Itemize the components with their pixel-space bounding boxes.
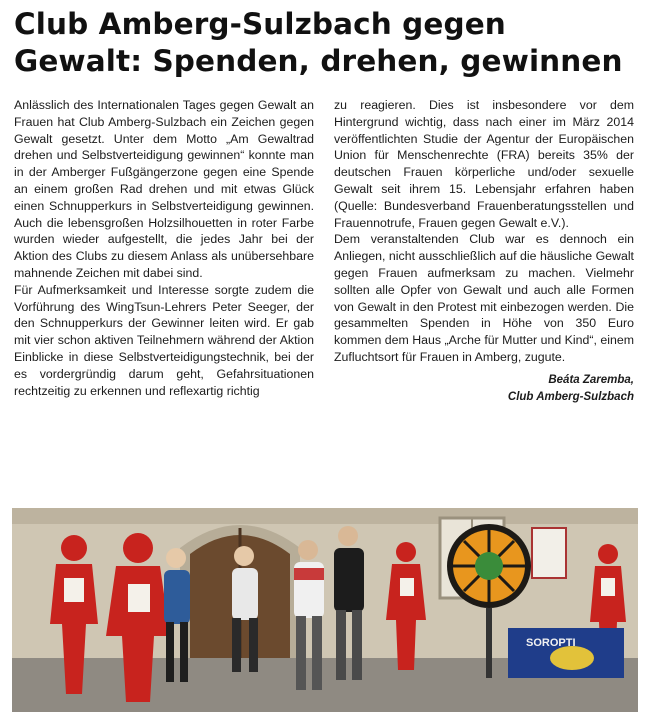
sign bbox=[400, 578, 414, 596]
poster bbox=[532, 528, 566, 578]
sign bbox=[128, 584, 150, 612]
article-paragraph: Anlässlich des Internationalen Tages gegen Gewalt an Frauen hat Club Amberg-Sulzbach ein Zeichen gegen Gewalt gesetzt. Unter dem Motto „Am Gewaltrad drehen und Selbstverteidigung gewinnen“ konnte man in der Amberger Fußgängerzone gegen eine Spende an einem großen Rad drehen und mit etwas Glück einen Schnupperkurs in Selbstverteidigung gewinnen. Auch die lebensgroßen Holzsilhouetten in roter Farbe wurden wieder aufgestellt, die jedes Jahr bei der Aktion des Clubs zu diesem Anlass als unübersehbare mahnende Zeichen mit dabei sind. bbox=[14, 98, 314, 280]
article-column-left bbox=[14, 97, 314, 399]
article-column-right bbox=[334, 97, 634, 406]
byline bbox=[334, 372, 634, 406]
byline-author: Beáta Zaremba, bbox=[548, 373, 634, 386]
sign bbox=[601, 578, 615, 596]
article-paragraph: Für Aufmerksamkeit und Interesse sorgte zudem die Vorführung des WingTsun-Lehrers Peter Seeger, der den Schnupperkurs der Gewinner leiten wird. Er gab mit vier schon aktiven Teilnehmern während der Aktion Einblicke in diese Selbstverteidigungstechnik, bei der es vordergründig darum geht, Gefahrsituationen rechtzeitig zu erkennen und reflexartig richtig bbox=[14, 282, 314, 398]
byline-organization: Club Amberg-Sulzbach bbox=[507, 390, 634, 403]
banner-text: SOROPTI bbox=[526, 637, 576, 649]
wheel-hub bbox=[475, 552, 503, 580]
photo-scene bbox=[12, 508, 638, 712]
article-paragraph: zu reagieren. Dies ist insbesondere vor dem Hintergrund wichtig, dass nach einer im März 2014 veröffentlichten Studie der Agentur der Europäischen Union für Menschenrechte (FRA) bereits 35% der deutschen Frauen körperliche und/oder sexuelle Gewalt seit ihrem 15. Lebensjahr erfahren haben (Quelle: Bundesverband Frauenberatungsstellen und Frauennotrufe, Frauen gegen Gewalt e.V.). bbox=[334, 98, 634, 230]
article-paragraph: Dem veranstaltenden Club war es dennoch ein Anliegen, nicht ausschließlich auf die häusliche Gewalt gegen Frauen aufmerksam zu machen. Vielmehr sollten alle Opfer von Gewalt und auch alle Formen von Gewalt in den Protest mit einbezogen werden. Die gesammelten Spenden in Höhe von 350 Euro kommen dem Haus „Arche für Mutter und Kind“, einem Zufluchtsort für Frauen in Amberg, zugute. bbox=[334, 232, 634, 364]
banner-emblem bbox=[550, 646, 594, 670]
sign bbox=[64, 578, 84, 602]
wheel-stand bbox=[486, 608, 492, 678]
wall-cornice bbox=[12, 508, 638, 524]
article-headline: Club Amberg-Sulzbach gegen Gewalt: Spenden, drehen, gewinnen bbox=[14, 7, 623, 78]
article-photo bbox=[12, 508, 638, 712]
